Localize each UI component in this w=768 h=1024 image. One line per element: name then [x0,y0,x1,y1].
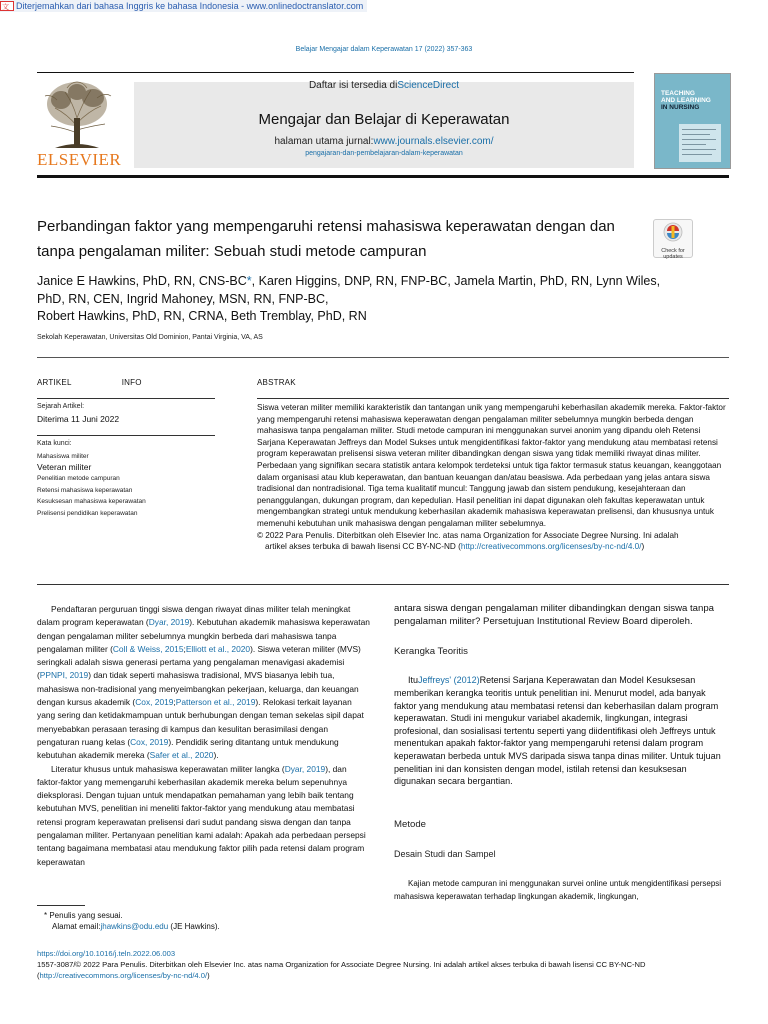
reference-link[interactable]: Dyar, 2019 [148,617,190,628]
cover-line [682,129,716,130]
abstract-text: Siswa veteran militer memiliki karakteristik dan tantangan unik yang mempengaruhi keberhasilan akademik mereka. Faktor-faktor yang mempengaruhi retensi mahasiswa keperawatan dengan pengalaman militer sebelumnya mungkin berbeda dengan mahasiswa tanpa pengalaman militer. Studi metode campuran ini menggunakan survei anonim yang dipandu oleh Retensi Sarjana Keperawatan Jeffreys dan Model Sukses untuk mengidentifikasi faktor-faktor yang mendukung atau membatasi retensi program keperawatan prelisensi siswa veteran militer dibandingkan dengan siswa yang tidak memiliki riwayat dinas militer. Perbedaan yang signifikan secara statistik antara kelompok terdeteksi untuk tiga faktor termasuk status keuangan, keanggotaan dalam organisasi atau klub keperawatan, dan bantuan keuangan dan/atau beasiswa. Ada perbedaan yang jelas antara siswa tradisional dan nontradisional. Tiga tema kualitatif muncul: Tanggung jawab dan sistem pendukung, kesejahteraan dan penanggulangan, dukungan program, dan kepedulian. Hasil penelitian ini dapat digunakan oleh fakultas keperawatan untuk mengembangkan strategi untuk mendukung keberhasilan akademik mahasiswa keperawatan prelisensi, dan khususnya untuk memenuhi kebutuhan unik mahasiswa dengan pengalaman militer sebelumnya. [257,403,726,528]
text: ) dan tidak seperti mahasiswa tradisional, MVS biasanya lebih tua, mahasiswa non-tradisional yang menyeimbangkan pekerjaan, keluarga, dan keuangan dengan kursus akademik ( [37,670,359,708]
authors-line3: Robert Hawkins, PhD, RN, CRNA, Beth Tremblay, PhD, RN [37,309,367,323]
history-rule [37,435,215,436]
cover-title-line3: IN NURSING [661,104,700,111]
license-link[interactable]: http://creativecommons.org/licenses/by-nc-nd/4.0/ [460,542,642,552]
translate-icon [0,1,14,11]
body-paragraph [394,674,730,787]
email-suffix: (JE Hawkins). [168,922,220,931]
body-paragraph: antara siswa dengan pengalaman militer dibandingkan dengan siswa tanpa pengalaman militer? Persetujuan Institutional Review Board diperoleh. [394,603,715,627]
reference-link[interactable]: Patterson et al., 2019 [175,697,256,708]
text: Literatur khusus untuk mahasiswa keperawatan militer langka ( [51,763,285,774]
keyword: Kesuksesan mahasiswa keperawatan [37,498,146,505]
abstract-rule [257,398,729,399]
page-footer [37,948,729,981]
cover-title-line1: TEACHING [661,90,695,97]
authors-rule [37,357,729,358]
body-paragraph: Pendaftaran perguruan tinggi siswa dengan riwayat dinas militer telah meningkat dalam program keperawatan (Dyar, 2019). Kebutuhan akademik mahasiswa keperawatan dengan pengalaman militer sebelumnya mungkin berbeda dari mahasiswa tanpa pengalaman militer (Coll & Weiss, 2015;Elliott et al., 2020). Siswa veteran militer (MVS) seringkali adalah siswa generasi pertama yang pengalaman menavigasi akademisi (PPNPI, 2019) dan tidak seperti mahasiswa tradisional, MVS biasanya lebih tua, mahasiswa non-tradisional yang menyeimbangkan pekerjaan, keluarga, dan keuangan dengan kursus akademik (Cox, 2019;Patterson et al., 2019). Relokasi terkait layanan yang sering dan ketidakmampuan untuk berhubungan dengan teman sekelas sipil dapat menyebabkan perasaan terasing di kampus dan kesulitan berasimilasi dengan pengaturan ruang kelas (Cox, 2019). Pendidik sering ditantang untuk mendukung kebutuhan akademik mereka (Safer et al., 2020). [37,604,370,761]
cover-line [682,144,706,145]
available-prefix: Daftar isi tersedia di [308,80,398,91]
subsection-heading: Desain Studi dan Sampel [394,848,496,859]
translator-text: Diterjemahkan dari bahasa Inggris ke bahasa Indonesia - www.onlinedoctranslator.com [16,1,364,11]
cover-line [682,139,716,140]
cover-line [682,149,716,150]
article-info-heading [37,378,142,387]
abstract-heading: ABSTRAK [257,378,296,387]
header-bottom-rule [37,175,729,178]
text: ). Pendidik sering ditantang untuk mendukung kebutuhan akademik mereka ( [37,736,339,761]
header-top-rule [37,72,634,73]
reference-link[interactable]: Dyar, 2019 [284,763,326,774]
reference-link[interactable]: Cox, 2019 [130,736,169,747]
journal-citation[interactable]: Belajar Mengajar dalam Keperawatan 17 (2022) 357-363 [295,46,473,53]
abstract-copyright: © 2022 Para Penulis. Diterbitkan oleh Elsevier Inc. atas nama Organization for Associate Degree Nursing. Ini adalah [257,530,679,540]
body-paragraph [37,763,372,869]
section-heading: Kerangka Teoritis [394,645,468,657]
reference-link[interactable]: Elliott et al., 2020 [185,643,251,654]
article-info-heading-left: ARTIKEL [37,378,72,387]
article-info-heading-right: INFO [121,378,142,387]
footnote-rule [37,905,85,906]
keyword: Penelitian metode campuran [37,475,120,482]
issn-text: 1557-3087/© 2022 Para Penulis. Diterbitkan oleh Elsevier Inc. atas nama Organization for Associate Degree Nursing. Ini adalah artikel akses terbuka di bawah lisensi CC BY-NC-ND ( [37,960,646,980]
translator-banner[interactable] [0,0,367,12]
license-suffix: ) [641,542,645,552]
crossmark-icon [662,222,684,242]
footnote [44,910,220,932]
footer-license [37,959,729,981]
cover-table-of-contents [679,124,721,162]
reference-link[interactable]: Cox, 2019 [135,697,174,708]
cover-line [682,154,712,155]
reference-link[interactable]: Safer et al., 2020 [149,750,214,761]
email-prefix: Alamat email: [52,922,101,931]
contents-available-line [134,80,634,91]
cover-line [682,134,710,135]
sciencedirect-link[interactable]: ScienceDirect [397,80,460,91]
keyword: Prelisensi pendidikan keperawatan [37,509,138,517]
text: Retensi Sarjana Keperawatan dan Model Kesuksesan memberikan kerangka teoritis untuk penelitian ini. Menurut model, ada banyak faktor yang mendukung atau membatasi retensi dan keberhasilan dalam program keperawatan. Studi ini mengukur variabel akademik, lingkungan, integrasi profesional, dan sosialisasi tertentu seperti yang diidentifikasi oleh Jeffreys untuk menentukan apakah faktor-faktor yang mempengaruhi retensi dalam program keperawatan berbeda untuk MVS daripada siswa tanpa dinas militer. Untuk tujuan penelitian ini dan konsisten dengan model, istilah retensi dan kesuksesan digunakan secara bergantian. [394,675,721,787]
corresponding-author-note: * Penulis yang sesuai. [44,911,123,920]
history-label: Sejarah Artikel: [37,403,85,410]
keyword: Retensi mahasiswa keperawatan [37,486,133,494]
reference-link[interactable]: Jeffreys' (2012) [418,675,480,686]
journal-header [134,82,634,168]
footer-license-link[interactable]: http://creativecommons.org/licenses/by-nc-nd/4.0/ [39,971,208,980]
check-label-line1: Check for [661,248,685,254]
cover-title-line2: AND LEARNING [661,97,711,104]
body-paragraph: Kajian metode campuran ini menggunakan survei online untuk mengidentifikasi persepsi mahasiswa keperawatan terhadap lingkungan akademik, lingkungan, [394,879,722,902]
check-for-updates-button[interactable] [653,219,693,258]
doi-link[interactable]: https://doi.org/10.1016/j.teln.2022.06.003 [37,949,176,958]
authors-part1: Janice E Hawkins, PhD, RN, CNS-BC [37,274,247,288]
cover-title [661,90,711,111]
email-link[interactable]: jhawkins@odu.edu [100,922,169,931]
keyword: Veteran militer [37,462,92,472]
keywords-list [37,452,146,519]
text: ). [213,750,219,761]
homepage-prefix: halaman utama jurnal: [274,136,374,147]
abstract-license [257,541,730,553]
received-date: Diterima 11 Juni 2022 [37,414,120,424]
authors-part2: , Karen Higgins, DNP, RN, FNP-BC, Jamela Martin, PhD, RN, Lynn Wiles, PhD, RN, CEN, Ingrid Mahoney, MSN, RN, FNP-BC, [37,274,661,306]
check-label-line2: updates [663,254,683,260]
keyword: Mahasiswa militer [37,453,89,460]
article-title: Perbandingan faktor yang mempengaruhi retensi mahasiswa keperawatan dengan dan tanpa pengalaman militer: Sebuah studi metode campuran [37,218,615,260]
svg-text:文: 文 [2,3,9,11]
footer-license-suffix: ) [207,971,210,980]
author-affiliation: Sekolah Keperawatan, Universitas Old Dominion, Pantai Virginia, VA, AS [37,334,263,341]
keywords-label: Kata kunci: [37,440,72,447]
text: ). Kebutuhan akademik mahasiswa keperawatan dengan pengalaman militer sebelumnya mungkin berbeda dari mahasiswa tanpa pengalaman militer ( [37,617,370,654]
check-for-updates-label [654,248,692,260]
journal-homepage-line [134,136,634,147]
journal-cover-thumbnail[interactable] [654,73,731,169]
elsevier-wordmark[interactable]: ELSEVIER [37,150,122,169]
text: ). Siswa veteran militer (MVS) seringkali adalah siswa generasi pertama yang pengalaman menavigasi akademisi ( [37,643,361,681]
journal-title: Mengajar dan Belajar di Keperawatan [258,111,510,128]
homepage-link-continued[interactable]: pengajaran-dan-pembelajaran-dalam-keperawatan [305,150,463,157]
email-line [44,921,220,932]
body-left-column [37,603,372,869]
corresponding-author-link[interactable]: * [246,274,252,288]
abstract-body [257,402,730,553]
article-authors [37,273,677,326]
text: ). Relokasi terkait layanan yang sering dan ketidakmampuan untuk berhubungan dengan teman sekelas sipil dapat menyebabkan perasaan terasing di kampus dan kesulitan berasimilasi dengan pengaturan ruang kelas ( [37,697,364,747]
license-prefix: artikel akses terbuka di bawah lisensi CC BY-NC-ND ( [265,542,461,552]
reference-link[interactable]: PPNPI, 2019 [39,670,89,681]
text: Itu [408,675,419,686]
text: ), dan faktor-faktor yang memengaruhi keberhasilan akademik mereka belum sepenuhnya dieksplorasi. Dengan tujuan untuk mendapatkan pemahaman yang lebih baik tentang kebutuhan MVS, penelitian ini meneliti faktor-faktor yang mendukung atau membatasi retensi program keperawatan prelisensi dari sudut pandang siswa dengan dan tanpa pengalaman militer. Pertanyaan penelitian kami adalah: Apakah ada perbedaan persepsi tentang bagaimana membatasi atau mendukung faktor pilih pada retensi dalam program keperawatan [37,763,366,867]
elsevier-tree-logo [37,78,117,150]
section-heading: Metode [394,818,426,830]
article-info-rule [37,398,215,399]
reference-link[interactable]: Coll & Weiss, 2015 [112,643,184,654]
body-right-column [394,603,730,903]
abstract-bottom-rule [37,584,729,585]
text: Pendaftaran perguruan tinggi siswa dengan riwayat dinas militer telah meningkat dalam program keperawatan ( [37,604,351,628]
homepage-link[interactable]: www.journals.elsevier.com/ [373,136,494,147]
